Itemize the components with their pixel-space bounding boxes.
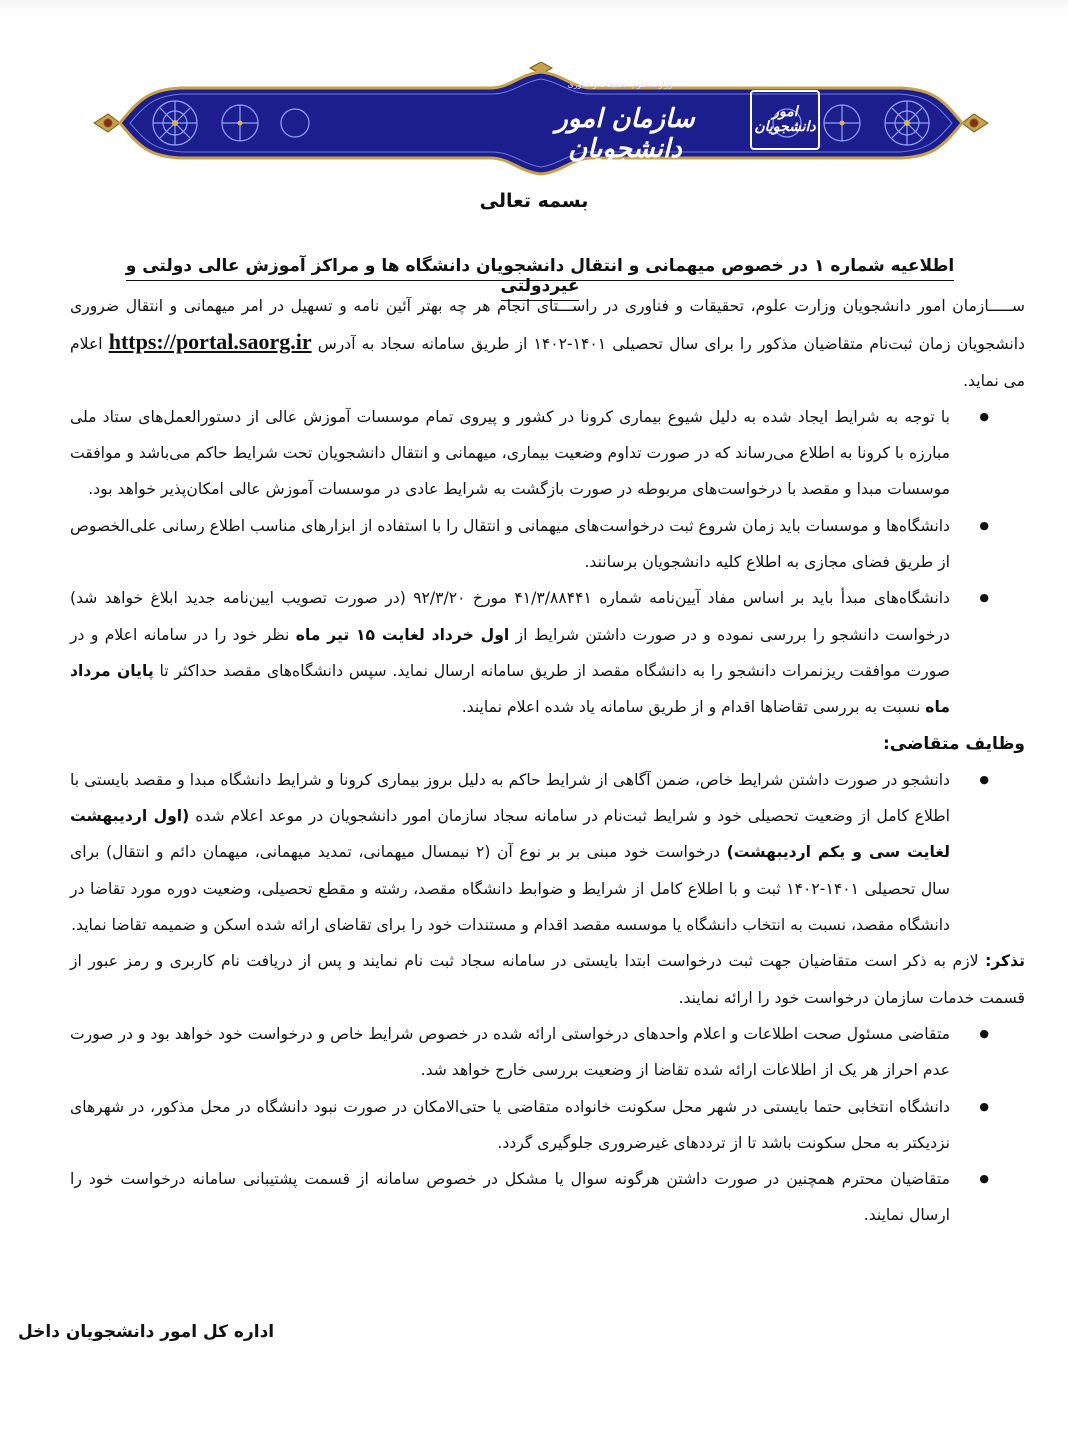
portal-link[interactable]: https://portal.saorg.ir [108,329,312,355]
intro-text-end: اعلام می نماید. [70,335,1025,390]
banner-subtitle: وزارت علوم، تحقیقات و فناوری [567,80,673,89]
note-paragraph [70,943,1025,1016]
bismillah-heading: بسمه تعالی [479,190,589,212]
list-item: ● متقاضیان محترم همچنین در صورت داشتن هرگونه سوال یا مشکل در خصوص سامانه از قسمت پشتیبانی سامانه درخواست خود را ارسال نمایند. [70,1161,1025,1234]
duties-bullets [70,762,1025,943]
note-text: لازم به ذکر است متقاضیان جهت ثبت درخواست ابتدا بایستی در سامانه سجاد ثبت نام نمایند و پس از دریافت نام کاربری و رمز عبور از قسمت خدمات سازمان درخواست خود را ارائه نمایند. [70,952,1025,1007]
list-item-text: نظر خود را در سامانه اعلام و در صورت موافقت ریزنمرات دانشجو را به دانشگاه مقصد از طریق سامانه ارسال نماید. سپس دانشگاه‌های مقصد حداکثر تا [70,625,950,680]
deadline-bold: پایان مرداد ماه [70,661,950,717]
general-bullets [70,399,1025,726]
list-item [70,762,1025,943]
intro-text: ســـــازمان امور دانشجویان وزارت علوم، تحقیقات و فناوری در راســـتای انجام هر چه بهتر آئین نامه و تسهیل در امر میهمانی و انتقال ضروری دانشجویان زمان ثبت‌نام متقاضیان مذکور را برای سال تحصیلی ۱۴۰۱-۱۴۰۲ از طریق سامانه سجاد به آدرس [70,297,1025,354]
top-edge [0,0,1068,16]
registration-window-bold: (اول اردیبهشت لغایت سی و یکم اردیبهشت) [70,807,951,862]
announcement-title-text: اطلاعیه شماره ۱ در خصوص میهمانی و انتقال دانشجویان دانشگاه ها و مراکز آموزش عالی دولتی و غیردولتی [126,256,955,301]
organization-seal-logo: امور دانشجویان [750,90,820,150]
list-item: ● دانشگاه انتخابی حتما بایستی در شهر محل سکونت خانواده متقاضی یا حتی‌الامکان در صورت نبود دانشگاه در محل مذکور، در شهرهای نزدیکتر به محل سکونت باشد تا از ترددهای غیرضروری جلوگیری گردد. [70,1089,1025,1162]
header-banner [90,62,992,184]
applicant-bullets [70,1016,1025,1234]
duties-section-title: وظایف متقاضی: [882,733,1025,754]
list-item-text: نسبت به بررسی تقاضاها اقدام و از طریق سامانه یاد شده اعلام نمایند. [461,698,921,717]
signature-office: اداره کل امور دانشجویان داخل [18,1322,275,1342]
announcement-body [70,288,1025,1234]
list-item: ● با توجه به شرایط ایجاد شده به دلیل شیوع بیماری کرونا در کشور و پیروی تمام موسسات آموزش عالی از دستورالعمل‌های ستاد ملی مبارزه با کرونا به اطلاع می‌رساند که در صورت تداوم وضعیت بیماری، میهمانی و انتقال دانشجویان تحت شرایط حاکم می‌باشد و موافقت موسسات مبدا و مقصد با درخواست‌های مربوطه در صورت بازگشت به شرایط عادی در موسسات آموزش عالی امکان‌پذیر خواهد بود. [70,399,1025,508]
note-label: تذکر: [985,952,1025,971]
list-item: ● دانشگاه‌ها و موسسات باید زمان شروع ثبت درخواست‌های میهمانی و انتقال را با استفاده از ابزارهای مناسب اطلاع رسانی علی‌الخصوص از طریق فضای مجازی به اطلاع کلیه دانشجویان برسانند. [70,508,1025,581]
date-range-bold: اول خرداد لغایت ۱۵ تیر ماه [295,625,510,644]
list-item-text: دانشجو در صورت داشتن شرایط خاص، ضمن آگاهی از شرایط حاکم به دلیل بروز بیماری کرونا و شرایط دانشگاه مبدا و مقصد بایستی با اطلاع کامل از وضعیت تحصیلی خود و شرایط ثبت‌نام در سامانه سجاد سازمان امور دانشجویان در موعد اعلام شده [70,770,950,826]
banner-title: سازمان امور دانشجویان [555,104,695,164]
list-item-text: دانشگاه‌های مبدأ باید بر اساس مفاد آیین‌نامه شماره ۴۱/۳/۸۸۴۴۱ مورخ ۹۲/۳/۲۰ (در صورت تصویب ایین‌نامه جدید ابلاغ خواهد شد) درخواست دانشجو را بررسی نموده و در صورت داشتن شرایط از [70,589,950,644]
list-item-text: درخواست خود مبنی بر بر نوع آن (۲ نیمسال میهمانی، تمدید میهمانی، میهمان دائم و انتقال) برای سال تحصیلی ۱۴۰۱-۱۴۰۲ ثبت و با اطلاع کامل از شرایط و ضوابط دانشگاه مقصد، رشته و مقطع تحصیلی، وضعیت دوره مورد تقاضا در دانشگاه مقصد، نسبت به انتخاب دانشگاه یا موسسه مقصد اقدام و مستندات خود را برای تقاضای ارائه شده اسکن و ضمیمه تقاضا نماید. [70,843,951,935]
list-item: ● متقاضی مسئول صحت اطلاعات و اعلام واحدهای درخواستی ارائه شده در خصوص شرایط خاص و درخواست خود خواهد بود و در صورت عدم احراز هر یک از اطلاعات ارائه شده تقاضا از وضعیت بررسی خارج خواهد شد. [70,1016,1025,1089]
intro-paragraph [70,288,1025,399]
list-item [70,580,1025,725]
